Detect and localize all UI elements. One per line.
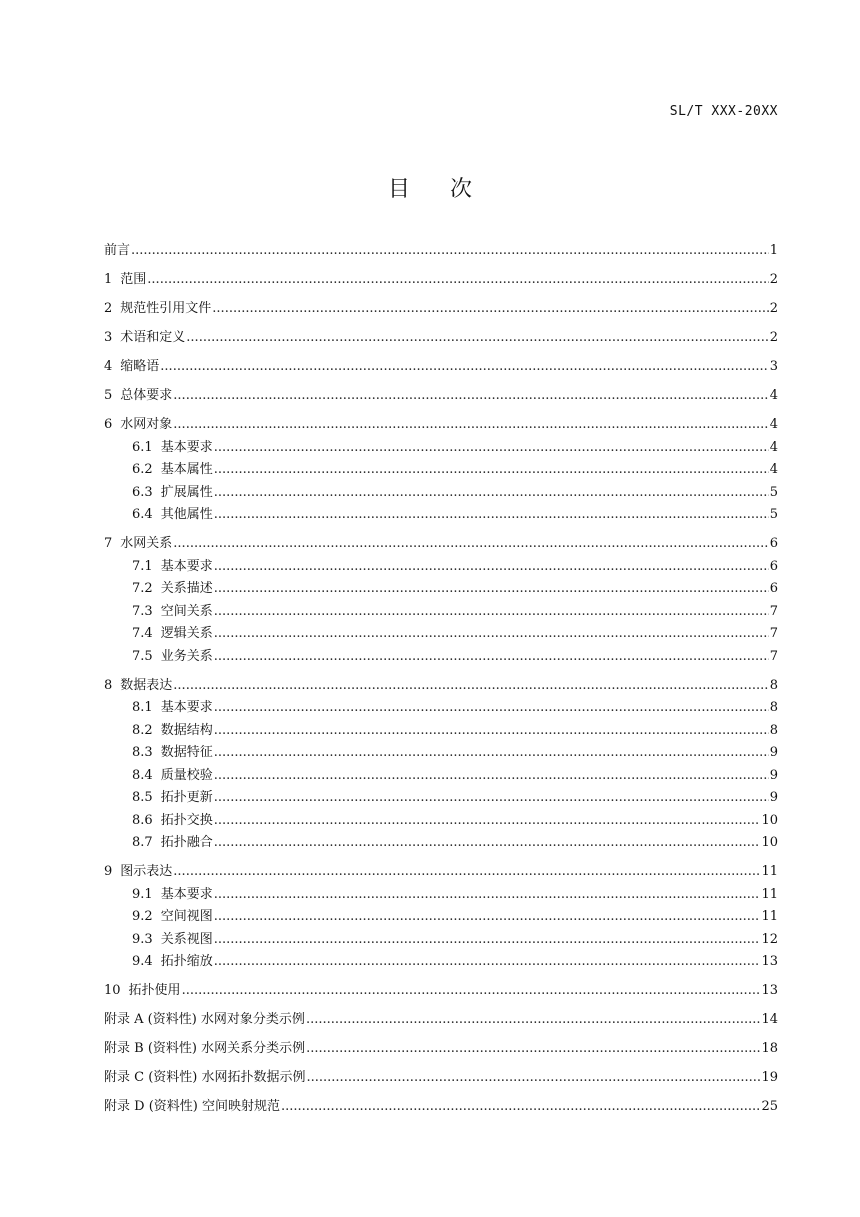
toc-entry-number: 2 (104, 301, 113, 316)
toc-entry-text: 拓扑缩放 (160, 954, 213, 969)
toc-entry-text: 拓扑交换 (160, 812, 213, 828)
dot-leader (214, 504, 769, 527)
toc-entry-number: 9.1 (132, 886, 153, 902)
toc-entry-page: 5 (769, 507, 778, 522)
toc-entry-page: 1 (769, 243, 778, 258)
toc-entry-number: 4 (104, 359, 113, 374)
toc-entry-text: 附录 A (资料性) 水网对象分类示例 (104, 1012, 305, 1027)
toc-entry-text: 水网关系 (120, 536, 173, 551)
toc-entry-page: 8 (769, 722, 778, 738)
toc-entry-text: 水网对象 (120, 417, 173, 432)
toc-entry[interactable] (104, 504, 778, 527)
toc-entry-text: 数据表达 (120, 677, 173, 693)
toc-entry-label (132, 459, 213, 482)
toc-entry[interactable] (104, 832, 778, 855)
dot-leader (160, 356, 768, 379)
toc-entry-label (132, 906, 213, 929)
toc-entry[interactable] (104, 951, 778, 974)
toc-entry-label (132, 601, 213, 624)
toc-entry-label (132, 951, 213, 974)
toc-entry-page: 4 (769, 417, 778, 432)
toc-entry-label (104, 533, 172, 556)
toc-entry-page: 19 (761, 1070, 778, 1085)
toc-entry-label (132, 623, 213, 646)
toc-entry-label (132, 556, 213, 579)
toc-entry-number: 9.2 (132, 909, 153, 924)
toc-entry[interactable] (104, 578, 778, 601)
toc-entry-page: 3 (769, 359, 778, 374)
toc-entry-label (104, 980, 181, 1003)
toc-entry-text: 范围 (120, 272, 147, 287)
dot-leader (173, 675, 768, 698)
toc-entry-text: 附录 B (资料性) 水网关系分类示例 (104, 1041, 306, 1056)
toc-entry-label (132, 720, 213, 743)
toc-entry[interactable] (104, 1038, 778, 1061)
toc-entry-page: 8 (769, 700, 778, 715)
toc-entry-text: 扩展属性 (160, 484, 213, 500)
toc-entry[interactable] (104, 298, 778, 321)
dot-leader (307, 1067, 761, 1090)
toc-entry-label (132, 482, 213, 505)
dot-leader (214, 646, 769, 669)
toc-entry-page: 4 (769, 388, 778, 403)
toc-entry-text: 关系描述 (160, 581, 213, 596)
toc-entry-label (104, 356, 159, 379)
dot-leader (214, 437, 769, 460)
toc-entry[interactable] (104, 601, 778, 624)
dot-leader (214, 765, 769, 788)
toc-entry-text: 业务关系 (160, 648, 213, 664)
toc-entry-text: 数据特征 (160, 745, 213, 760)
dot-leader (306, 1038, 760, 1061)
toc-entry-page: 6 (769, 558, 778, 574)
toc-entry-number: 6.2 (132, 462, 153, 477)
toc-entry-number: 8.3 (132, 745, 153, 760)
toc-entry[interactable] (104, 1009, 778, 1032)
toc-entry-number: 7 (104, 536, 113, 551)
toc-entry-page: 13 (761, 983, 778, 998)
toc-entry-label (132, 787, 213, 810)
toc-entry-label (104, 414, 172, 437)
toc-entry-label (104, 1009, 305, 1032)
document-code: SL/T XXX-20XX (669, 104, 778, 119)
dot-leader (214, 720, 769, 743)
toc-entry[interactable] (104, 906, 778, 929)
toc-entry-number: 1 (104, 272, 113, 287)
toc-entry-label (132, 832, 213, 855)
toc-entry-text: 逻辑关系 (160, 626, 213, 641)
dot-leader (214, 929, 761, 952)
toc-entry-number: 8.6 (132, 812, 153, 828)
toc-entry-text: 规范性引用文件 (120, 301, 212, 316)
toc-entry[interactable] (104, 556, 778, 579)
toc-entry[interactable] (104, 269, 778, 292)
toc-entry[interactable] (104, 884, 778, 907)
toc-entry-text: 基本要求 (160, 558, 213, 574)
toc-entry-number: 7.3 (132, 603, 153, 619)
dot-leader (306, 1009, 761, 1032)
dot-leader (214, 742, 769, 765)
toc-entry-text: 附录 D (资料性) 空间映射规范 (104, 1099, 280, 1114)
toc-entry-text: 图示表达 (120, 864, 173, 879)
toc-entry-label (132, 765, 213, 788)
toc-entry-page: 9 (769, 767, 778, 783)
dot-leader (214, 556, 769, 579)
dot-leader (182, 980, 761, 1003)
toc-entry-page: 7 (769, 626, 778, 641)
toc-entry[interactable] (104, 675, 778, 698)
toc-entry-number: 9.3 (132, 931, 153, 947)
toc-entry-number: 5 (104, 388, 113, 403)
toc-entry-number: 6.4 (132, 507, 153, 522)
toc-entry-text: 术语和定义 (120, 330, 186, 345)
toc-entry[interactable] (104, 356, 778, 379)
toc-entry-text: 总体要求 (120, 388, 173, 403)
toc-entry-page: 6 (769, 536, 778, 551)
toc-entry-label (132, 504, 213, 527)
dot-leader (214, 578, 769, 601)
toc-title (0, 172, 860, 203)
dot-leader (214, 787, 769, 810)
toc-entry-text: 关系视图 (160, 931, 213, 947)
toc-entry-text: 基本属性 (160, 462, 213, 477)
toc-entry[interactable] (104, 646, 778, 669)
table-of-contents (104, 240, 778, 1119)
toc-entry-page: 9 (769, 790, 778, 805)
toc-entry-page: 11 (761, 864, 778, 879)
toc-entry-text: 质量校验 (160, 767, 213, 783)
toc-entry-text: 其他属性 (160, 507, 213, 522)
toc-entry-label (132, 578, 213, 601)
toc-entry-number: 6.3 (132, 484, 153, 500)
dot-leader (131, 240, 769, 263)
toc-entry[interactable] (104, 787, 778, 810)
toc-entry-number: 8.2 (132, 722, 153, 738)
toc-entry[interactable] (104, 327, 778, 350)
toc-entry[interactable] (104, 697, 778, 720)
toc-entry-page: 8 (769, 677, 778, 693)
toc-entry[interactable] (104, 810, 778, 833)
dot-leader (214, 832, 761, 855)
toc-entry-page: 12 (761, 931, 778, 947)
toc-entry-page: 5 (769, 484, 778, 500)
toc-title-char-1: 目 (387, 177, 410, 202)
toc-entry-number: 3 (104, 330, 113, 345)
toc-entry-text: 缩略语 (120, 359, 160, 374)
dot-leader (214, 906, 761, 929)
toc-entry-label (104, 1067, 306, 1090)
toc-entry-page: 7 (769, 648, 778, 664)
toc-entry-page: 18 (761, 1041, 778, 1056)
toc-entry-page: 2 (769, 301, 778, 316)
toc-entry-label (132, 437, 213, 460)
toc-entry-number: 8.1 (132, 700, 153, 715)
dot-leader (214, 951, 761, 974)
toc-entry[interactable] (104, 385, 778, 408)
toc-entry-label (104, 327, 185, 350)
toc-entry-label (104, 861, 172, 884)
toc-entry[interactable] (104, 742, 778, 765)
dot-leader (214, 810, 761, 833)
toc-entry-label (104, 385, 172, 408)
toc-entry[interactable] (104, 720, 778, 743)
dot-leader (214, 623, 769, 646)
toc-entry-page: 6 (769, 581, 778, 596)
toc-entry-text: 基本要求 (160, 700, 213, 715)
toc-entry-number: 8 (104, 677, 113, 693)
toc-entry-page: 10 (761, 835, 778, 850)
toc-entry-number: 9 (104, 864, 113, 879)
toc-entry-label (104, 298, 211, 321)
toc-entry-number: 7.4 (132, 626, 153, 641)
dot-leader (281, 1096, 760, 1119)
toc-entry[interactable] (104, 482, 778, 505)
toc-entry-page: 25 (761, 1099, 778, 1114)
toc-entry-text: 拓扑融合 (160, 835, 213, 850)
dot-leader (147, 269, 768, 292)
toc-entry-page: 4 (769, 462, 778, 477)
toc-entry-number: 8.7 (132, 835, 153, 850)
toc-entry-number: 6 (104, 417, 113, 432)
toc-entry[interactable] (104, 980, 778, 1003)
toc-entry[interactable] (104, 533, 778, 556)
dot-leader (173, 533, 768, 556)
toc-entry-number: 8.5 (132, 790, 153, 805)
toc-entry-page: 7 (769, 603, 778, 619)
dot-leader (173, 861, 760, 884)
toc-title-char-2: 次 (450, 177, 473, 202)
toc-entry-number: 10 (104, 983, 121, 998)
toc-entry-label (104, 1038, 305, 1061)
toc-entry-label (132, 697, 213, 720)
toc-entry-text: 拓扑使用 (128, 983, 181, 998)
toc-entry-number: 7.5 (132, 648, 153, 664)
toc-entry-text: 基本要求 (160, 886, 213, 902)
toc-entry-label (132, 742, 213, 765)
dot-leader (186, 327, 768, 350)
toc-entry-page: 13 (761, 954, 778, 969)
toc-entry-page: 4 (769, 439, 778, 455)
toc-entry-number: 7.1 (132, 558, 153, 574)
toc-entry-number: 8.4 (132, 767, 153, 783)
toc-entry-page: 11 (761, 909, 778, 924)
dot-leader (214, 601, 769, 624)
toc-entry-number: 9.4 (132, 954, 153, 969)
toc-entry[interactable] (104, 459, 778, 482)
toc-entry-page: 2 (769, 272, 778, 287)
toc-entry-text: 基本要求 (160, 439, 213, 455)
toc-entry-label (132, 884, 213, 907)
toc-entry-label (132, 810, 213, 833)
toc-entry[interactable] (104, 437, 778, 460)
toc-entry-label (104, 675, 172, 698)
toc-entry-text: 附录 C (资料性) 水网拓扑数据示例 (104, 1070, 306, 1085)
dot-leader (214, 884, 761, 907)
toc-entry-label (132, 646, 213, 669)
toc-entry[interactable] (104, 240, 778, 263)
toc-entry[interactable] (104, 414, 778, 437)
toc-entry-page: 9 (769, 745, 778, 760)
toc-entry[interactable] (104, 929, 778, 952)
toc-entry-number: 7.2 (132, 581, 153, 596)
toc-entry-label (104, 269, 146, 292)
dot-leader (214, 459, 769, 482)
dot-leader (214, 697, 769, 720)
toc-entry-text: 拓扑更新 (160, 790, 213, 805)
toc-entry-label (104, 1096, 280, 1119)
toc-entry[interactable] (104, 861, 778, 884)
toc-entry[interactable] (104, 1096, 778, 1119)
toc-entry-number: 6.1 (132, 439, 153, 455)
toc-entry-label (132, 929, 213, 952)
toc-entry-text: 数据结构 (160, 722, 213, 738)
dot-leader (173, 385, 768, 408)
toc-entry-text: 前言 (104, 243, 131, 258)
toc-entry[interactable] (104, 1067, 778, 1090)
toc-entry-page: 2 (769, 330, 778, 345)
toc-entry-page: 14 (761, 1012, 778, 1027)
toc-entry-page: 11 (761, 886, 778, 902)
toc-entry-text: 空间视图 (160, 909, 213, 924)
toc-entry[interactable] (104, 623, 778, 646)
toc-entry[interactable] (104, 765, 778, 788)
toc-entry-page: 10 (761, 812, 778, 828)
dot-leader (212, 298, 768, 321)
dot-leader (214, 482, 769, 505)
dot-leader (173, 414, 768, 437)
toc-entry-text: 空间关系 (160, 603, 213, 619)
toc-entry-label (104, 240, 130, 263)
